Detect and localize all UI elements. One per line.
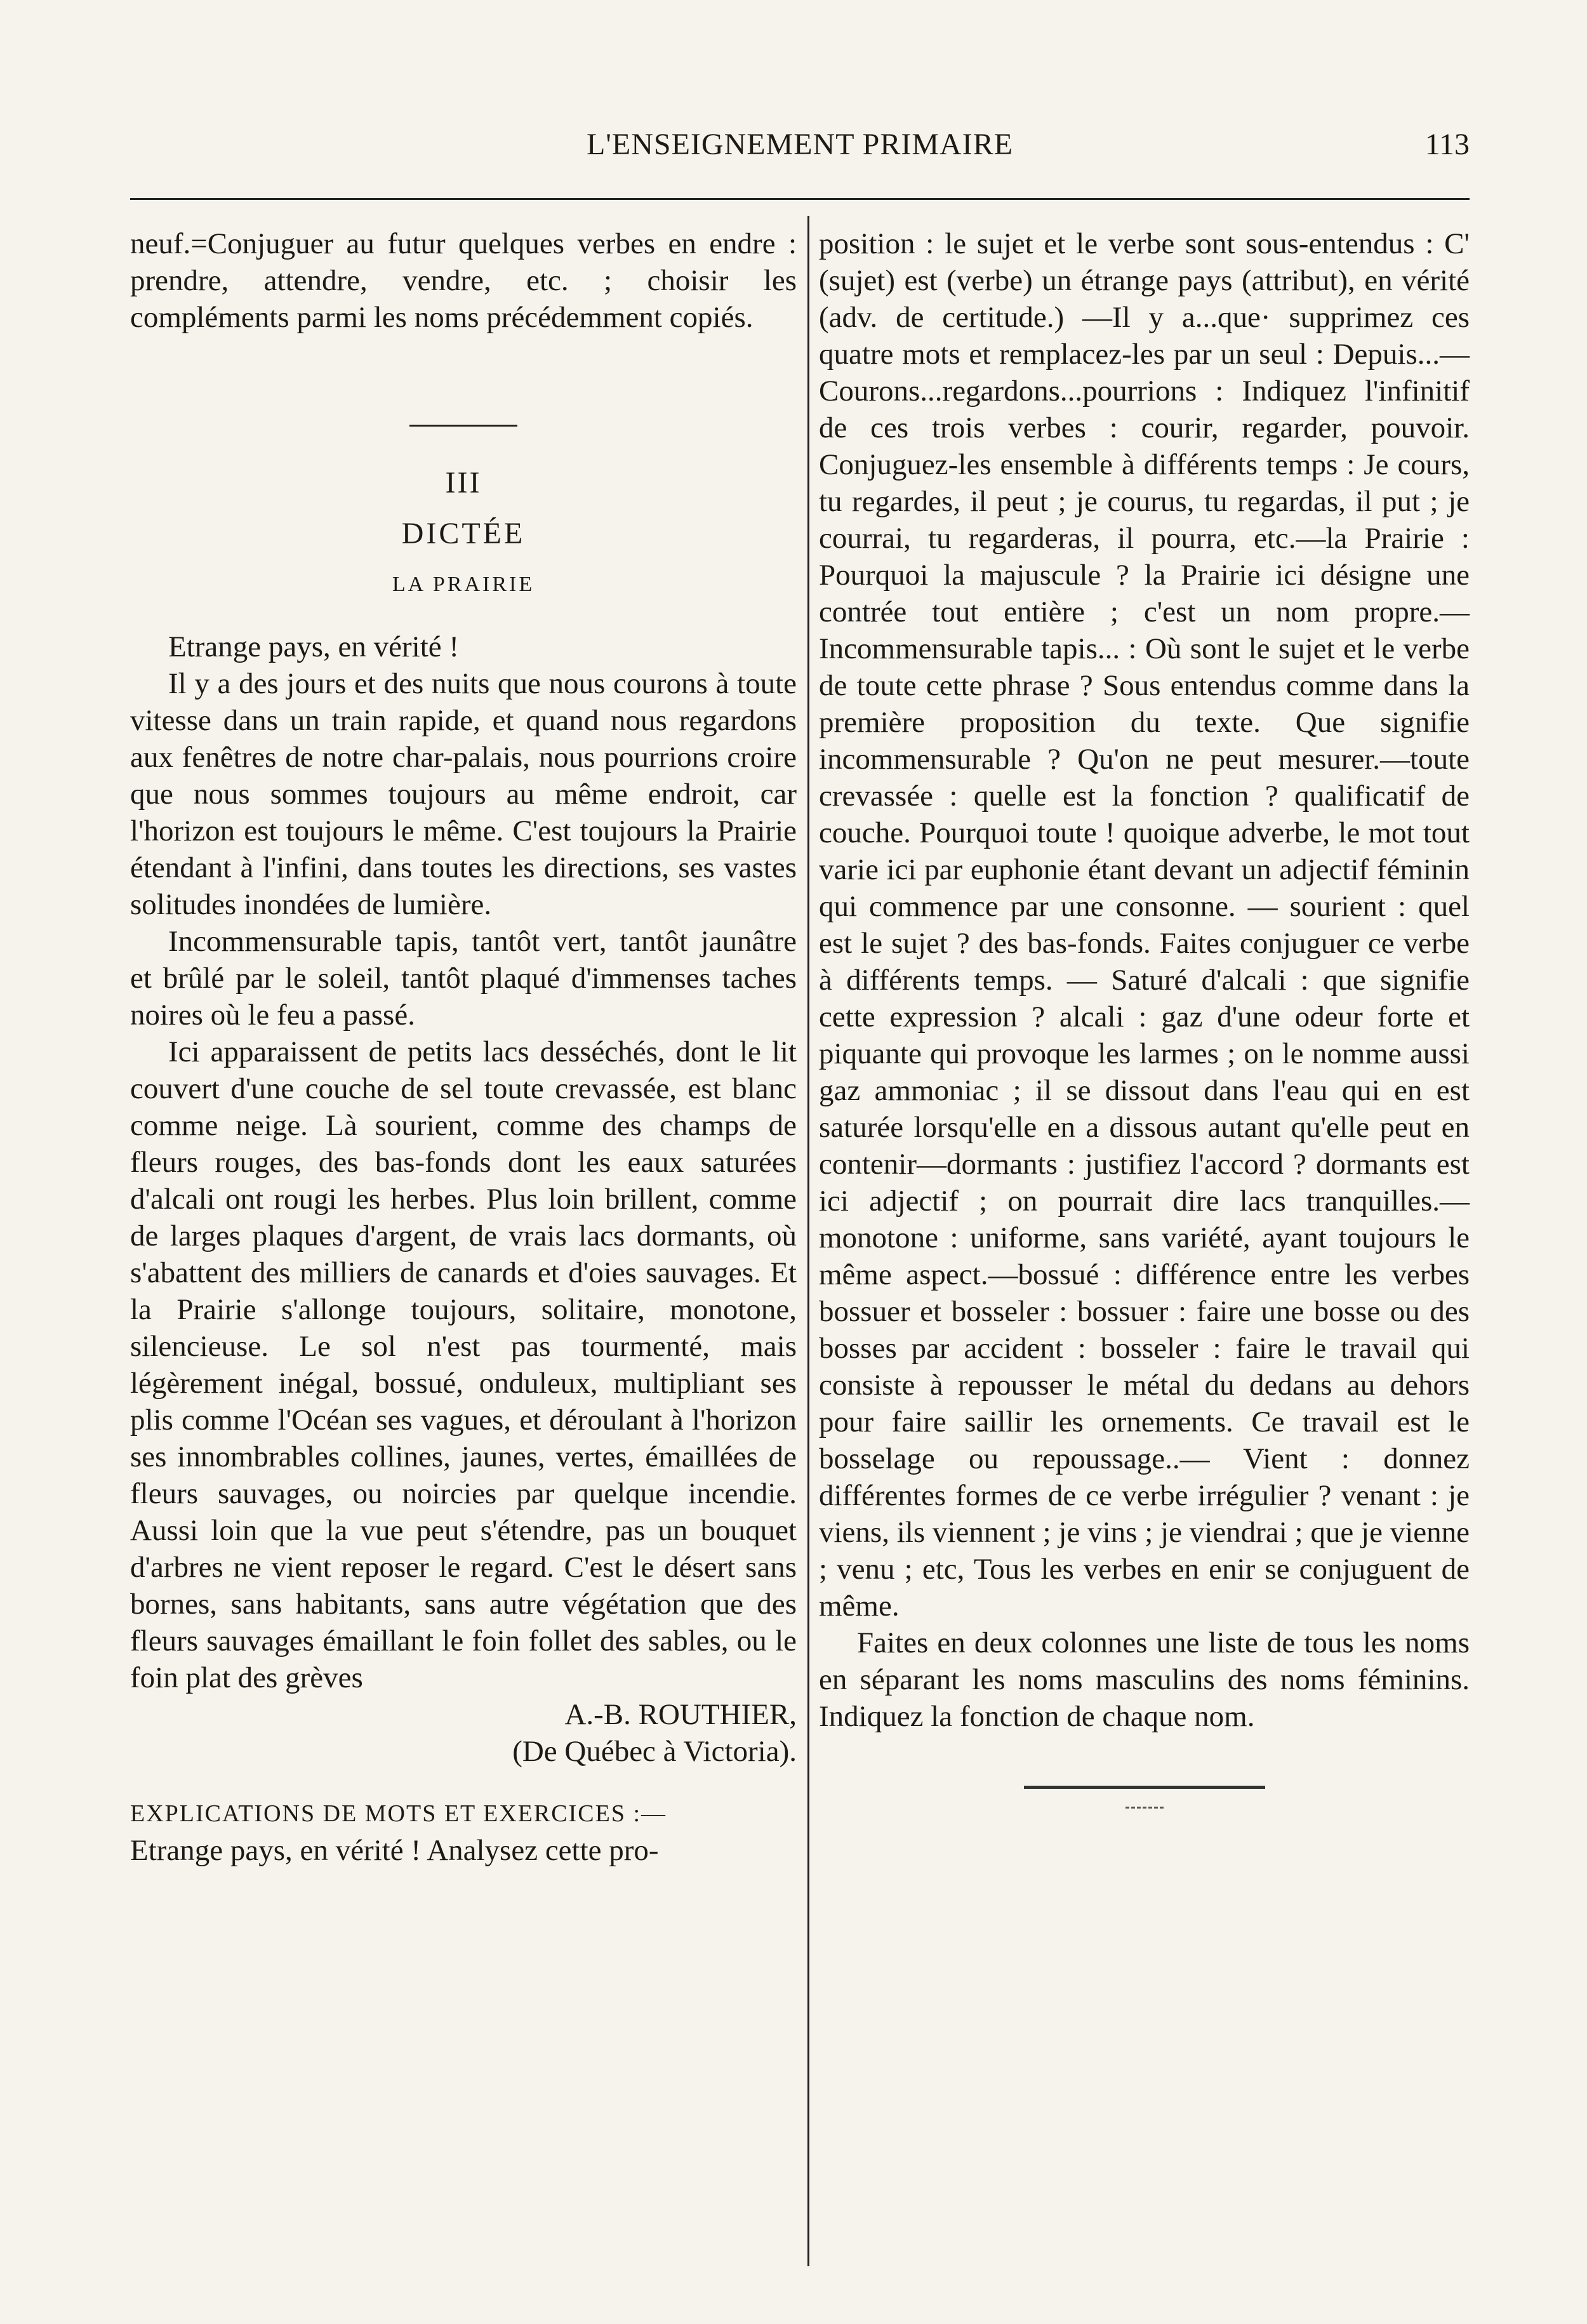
dictation-paragraph: Ici apparaissent de petits lacs desséchés, dont le lit couvert d'une couche de sel toute crevassée, est blanc comme neige. Là sourient, comme des champs de fleurs rouges, des bas-fonds dont les eaux saturées d'alcali ont rougi les herbes. Plus loin brillent, comme de larges plaques d'argent, de vrais lacs dormants, où s'abattent des milliers de canards et d'oies sauvages. Et la Prairie s'allonge toujours, solitaire, monotone, silencieuse. Le sol n'est pas tourmenté, mais légèrement inégal, bossué, onduleux, multipliant ses plis comme l'Océan ses vagues, et déroulant à l'horizon ses innombrables collines, jaunes, vertes, émaillées de fleurs sauvages, ou noircies par quelque incendie. Aussi loin que la vue peut s'étendre, pas un bouquet d'arbres ne vient reposer le regard. C'est le désert sans bornes, sans habitants, sans autre végétation que des fleurs sauvages émaillant le foin follet des sables, ou le foin plat des grèves bbox=[130, 1035, 797, 1694]
dictation-paragraph: Incommensurable tapis, tantôt vert, tantôt jaunâtre et brûlé par le soleil, tantôt plaqué d'immenses taches noires où le feu a passé. bbox=[130, 925, 797, 1032]
end-mark bbox=[1126, 1807, 1164, 1809]
carryover-paragraph: neuf.=Conjuguer au futur quelques verbes en endre : prendre, attendre, vendre, etc. ; choisir les compléments parmi les noms précédemment copiés. bbox=[130, 227, 797, 334]
exercises-continued: position : le sujet et le verbe sont sous-entendus : C' (sujet) est (verbe) un étrange pays (attribut), en vérité (adv. de certitude.) —Il y a...que· supprimez ces quatre mots et remplacez-les par un seul : Depuis...— Courons...regardons...pourrions : Indiquez l'infinitif de ces trois verbes : courir, regarder, pouvoir. Conjuguez-les ensemble à différents temps : Je cours, tu regardes, il peut ; je courus, tu regardas, il put ; je courrai, tu regarderas, il pourra, etc.—la Prairie : Pourquoi la majuscule ? la Prairie ici désigne une contrée tout entière ; c'est un nom propre.— Incommensurable tapis... : Où sont le sujet et le verbe de toute cette phrase ? Sous entendus comme dans la première proposition du texte. Que signifie incommensurable ? Qu'on ne peut mesurer.—toute crevassée : quelle est la fonction ? qualificatif de couche. Pourquoi toute ! quoique adverbe, le mot tout varie ici par euphonie étant devant un adjectif féminin qui commence par une consonne. — sourient : quel est le sujet ? des bas-fonds. Faites conjuguer ce verbe à différents temps. — Saturé d'alcali : que signifie cette expression ? alcali : gaz d'une odeur forte et piquante qui provoque les larmes ; on le nomme aussi gaz ammoniac ; il se dissout dans l'eau qui en est saturée lorsqu'elle en a dissous autant qu'elle peut en contenir—dormants : justifiez l'accord ? dormants est ici adjectif ; on pourrait dire lacs tranquilles.— monotone : uniforme, sans variété, ayant toujours le même aspect.—bossué : différence entre les verbes bossuer et bosseler : bossuer : faire une bosse ou des bosses par accident : bosseler : faire le travail qui consiste à repousser le métal du dedans au dehors pour faire saillir les ornements. Ce travail est le bosselage ou repoussage..— Vient : donnez différentes formes de ce verbe irrégulier ? venant : je viens, ils viennent ; je vins ; je viendrai ; que je vienne ; venu ; etc, Tous les verbes en enir se conjuguent de même. bbox=[819, 227, 1470, 1623]
exercises-start: Etrange pays, en vérité ! Analysez cette pro- bbox=[130, 1834, 659, 1867]
right-column bbox=[819, 225, 1470, 1809]
exercises-heading: EXPLICATIONS DE MOTS ET EXERCICES :— bbox=[130, 1800, 667, 1827]
header-rule bbox=[130, 198, 1470, 200]
section-number: III bbox=[445, 466, 482, 500]
page-header bbox=[130, 121, 1470, 184]
final-exercise: Faites en deux colonnes une liste de tous les noms en séparant les noms masculins des noms féminins. Indiquez la fonction de chaque nom. bbox=[819, 1626, 1470, 1733]
page-number: 113 bbox=[1424, 128, 1470, 161]
dictation-subtitle: LA PRAIRIE bbox=[392, 573, 535, 596]
running-title: L'ENSEIGNEMENT PRIMAIRE bbox=[586, 128, 1014, 161]
dictation-paragraph: Etrange pays, en vérité ! bbox=[168, 630, 460, 663]
left-column bbox=[130, 225, 797, 1869]
dictation-paragraph: Il y a des jours et des nuits que nous courons à toute vitesse dans un train rapide, et quand nous regardons aux fenêtres de notre char-palais, nous pourrions croire que nous sommes toujours au même endroit, car l'horizon est toujours le même. C'est toujours la Prairie étendant à l'infini, dans toutes les directions, ses vastes solitudes inondées de lumière. bbox=[130, 667, 797, 921]
end-rule bbox=[1024, 1786, 1265, 1789]
source-citation: (De Québec à Victoria). bbox=[512, 1735, 797, 1768]
column-divider bbox=[807, 216, 809, 2266]
section-title: DICTÉE bbox=[401, 517, 526, 550]
author-signature: A.-B. ROUTHIER, bbox=[564, 1698, 797, 1731]
